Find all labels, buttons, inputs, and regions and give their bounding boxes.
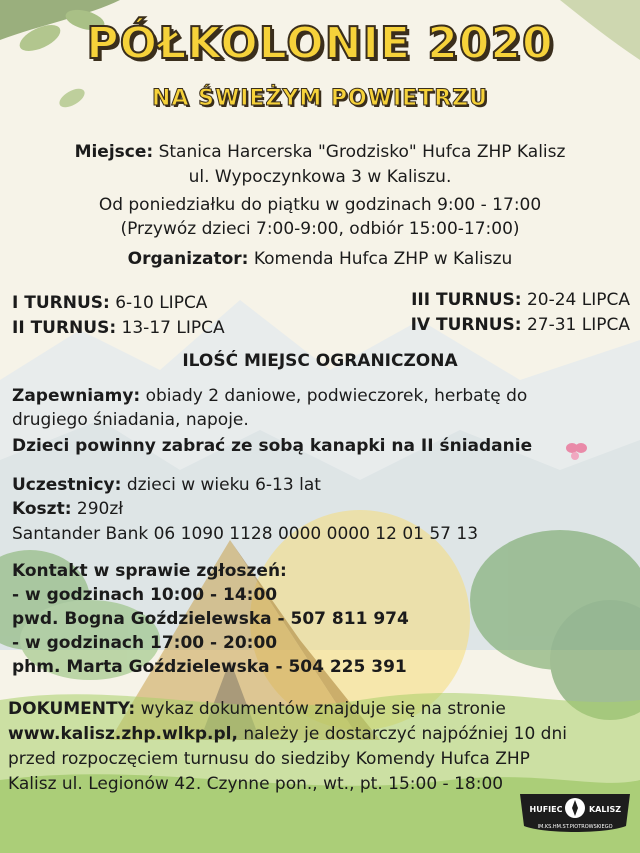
turn-dates: 6-10 LIPCA [115,293,208,313]
contact-person-1: pwd. Bogna Goździelewska - 507 811 974 [12,609,409,629]
hufiec-kalisz-badge [516,790,634,836]
documents-line-1 [8,699,506,719]
bring-note: Dzieci powinny zabrać ze sobą kanapki na II śniadanie [12,436,533,456]
turn-dates: 20-24 LIPCA [526,290,630,310]
cost-value: 290zł [76,499,124,519]
participants-value: dzieci w wieku 6-13 lat [126,475,321,495]
place-label: Miejsce: [74,142,154,162]
turn-label: II TURNUS: [12,318,117,338]
contact-slot-1: - w godzinach 10:00 - 14:00 [12,585,278,605]
place-line [0,142,640,162]
turn-4 [411,315,630,335]
turn-label: IV TURNUS: [410,315,522,335]
turn-1 [12,293,207,313]
provide-value: obiady 2 daniowe, podwieczorek, herbatę do [145,386,528,406]
bank-account: Santander Bank 06 1090 1128 0000 0000 12 01 57 13 [12,524,479,544]
contact-title: Kontakt w sprawie zgłoszeń: [12,561,287,581]
documents-line-4: Kalisz ul. Legionów 42. Czynne pon., wt., pt. 15:00 - 18:00 [8,774,504,794]
provide-label: Zapewniamy: [12,386,141,406]
provide-line-2: drugiego śniadania, napoje. [12,410,249,430]
turn-dates: 27-31 LIPCA [526,315,630,335]
documents-label: DOKUMENTY: [8,699,136,719]
cost-line [12,499,123,519]
turn-dates: 13-17 LIPCA [121,318,225,338]
documents-text: należy je dostarczyć najpóźniej 10 dni [243,724,567,744]
limited-places: ILOŚĆ MIEJSC OGRANICZONA [182,351,458,371]
turn-label: I TURNUS: [12,293,110,313]
provide-line [12,386,527,406]
documents-line-2 [8,724,567,744]
page-subtitle: NA ŚWIEŻYM POWIETRZU [152,86,488,111]
turn-3 [411,290,630,310]
cost-label: Koszt: [12,499,72,519]
hours-line: Od poniedziałku do piątku w godzinach 9:00 - 17:00 [98,195,542,215]
organizer-line [0,249,640,269]
badge-left-text: HUFIEC [529,805,563,814]
organizer-value: Komenda Hufca ZHP w Kaliszu [253,249,513,269]
organizer-label: Organizator: [127,249,249,269]
badge-right-text: KALISZ [588,805,622,814]
participants-label: Uczestnicy: [12,475,122,495]
place-address: ul. Wypoczynkowa 3 w Kaliszu. [188,167,452,187]
documents-url[interactable]: www.kalisz.zhp.wlkp.pl, [8,724,238,744]
dropoff-line: (Przywóz dzieci 7:00-9:00, odbiór 15:00-17:00) [120,219,520,239]
documents-line-3: przed rozpoczęciem turnusu do siedziby Komendy Hufca ZHP [8,749,530,769]
contact-person-2: phm. Marta Goździelewska - 504 225 391 [12,657,407,677]
participants-line [12,475,321,495]
place-value: Stanica Harcerska "Grodzisko" Hufca ZHP Kalisz [158,142,566,162]
turn-label: III TURNUS: [411,290,522,310]
badge-bottom-text: IM.KS.HM.ST.PIOTROWSKIEGO [537,824,613,830]
turn-2 [12,318,225,338]
documents-text: wykaz dokumentów znajduje się na stronie [140,699,506,719]
page-title: PÓŁKOLONIE 2020 [86,18,554,69]
contact-slot-2: - w godzinach 17:00 - 20:00 [12,633,278,653]
